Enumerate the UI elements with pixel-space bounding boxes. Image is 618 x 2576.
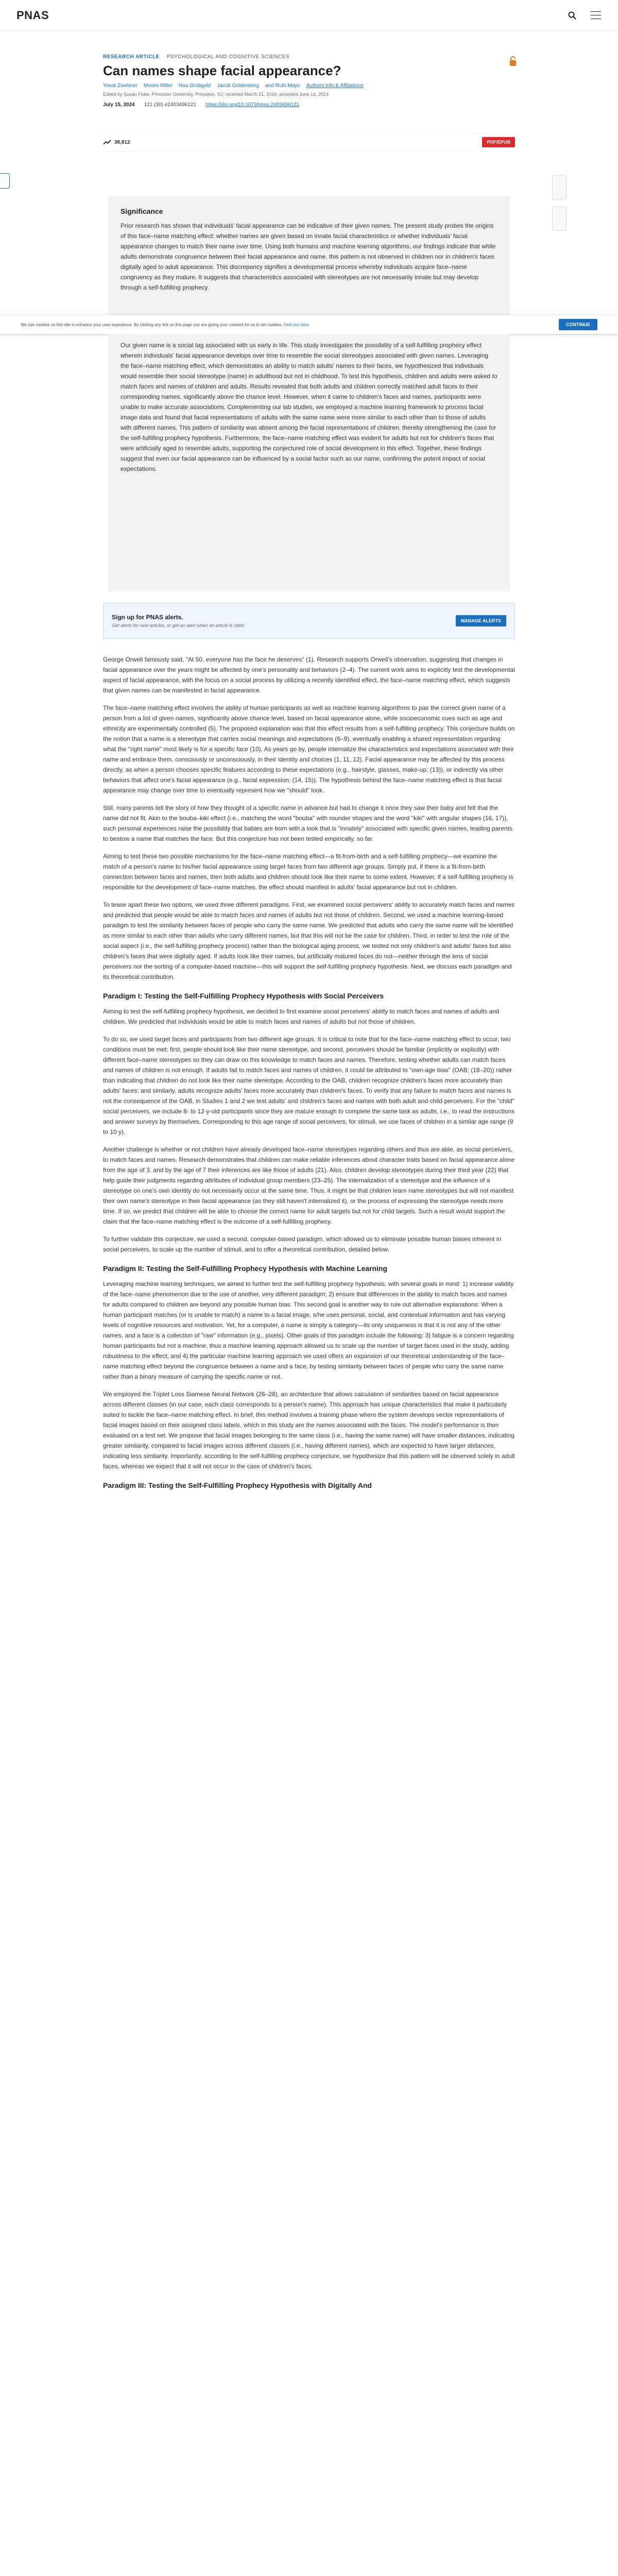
alerts-subtitle: Get alerts for new articles, or get an alert when an article is cited. <box>112 623 245 628</box>
trend-icon <box>103 140 111 145</box>
body-paragraph: To do so, we used target faces and participants from two different age groups. It is critical to note that for the face–name matching effect to occur, two conditions must be met: first, people should look like their name stereotype, and second, perceivers should be familiar (implicitly or explicitly) with different face–name stereotypes so they can draw on this knowledge to match faces and names. Therefore, testing whether adults can match faces and names of children is not enough. If adults fail to match faces and names of children, it could be attributed to "own-age bias" (OAB; (18–20)) rather than indicating that children do not look like their name stereotype. According to the OAB, children recognize children's faces more accurately than adults' faces; and similarly, adults recognize adults' faces more accurately than children's faces. To verify that any failure to match faces and names is not the consequence of the OAB, in Studies 1 and 2 we test adults' and children's faces and names with both adult and child perceivers. For the "child" social perceivers, we include 8- to 12-y-old participants since they are mature enough to complete the same task as adults, i.e., to read the instructions and answer surveys by themselves. Corresponding to this age range of social perceivers, for stimuli, we use faces of children in a similar age range (9 to 10 y). <box>103 1036 515 1136</box>
author-list <box>103 83 515 89</box>
body-paragraph: We employed the Triplet Loss Siamese Neural Network (26–28), an architecture that allows calculation of similarities based on facial appearance across different classes (in our case, each class corresponds to a person's name). This approach has unique characteristics that make it particularly suited to tackle the face–name matching effect. In brief, this method involves a training phase where the system develops vector representations of facial images based on their assigned class labels, which in this study are the names associated with the faces. The model's performance is then evaluated on a test set. We propose that facial images belonging to the same class (i.e., having the same name) will have smaller distances, indicating greater similarity, compared to facial images across different classes (i.e., having different names), which are expected to have larger distances, indicating less similarity. Importantly, according to the self-fulfilling prophecy conjecture, we hypothesize that this pattern will be observed solely in adult faces, whereas we expect that it will not occur in the case of children's faces. <box>103 1391 515 1470</box>
cookie-continue-button[interactable]: CONTINUE <box>559 319 597 330</box>
top-nav <box>0 0 618 31</box>
publication-line <box>103 102 515 108</box>
metrics-bar <box>103 133 515 151</box>
abstract-text: Our given name is a social tag associated with us early in life. This study investigates the possibility of a self-fulfilling prophecy effect wherein individuals' facial appearance develops over time to resemble the social stereotypes associated with given names. Leveraging the face–name matching effect, which demonstrates an ability to match adults' names to their faces, we hypothesized that individuals would resemble their social stereotype (name) in adulthood but not in childhood. To test this hypothesis, children and adults were asked to match faces and names of children and adults. Results revealed that both adults and children correctly matched adult faces to their corresponding names, significantly above the chance level. However, when it came to children's faces and names, participants were unable to make accurate associations. Complementing our lab studies, we employed a machine learning framework to process facial image data and found that facial representations of adults with the same name were more similar to each other than to those of adults with different names. This pattern of similarity was absent among the facial representations of children, thereby strengthening the case for the self-fulfilling prophecy hypothesis. Furthermore, the face–name matching effect was evident for adults but not for children's faces that were artificially aged to resemble adults, supporting the conjectured role of social development in this effect. Together, these findings suggest that even our facial appearance can be influenced by a social factor such as our name, confirming the potent impact of social expectations. <box>121 342 497 472</box>
metrics[interactable] <box>103 140 130 145</box>
alerts-title: Sign up for PNAS alerts. <box>112 614 183 621</box>
significance-box <box>108 196 510 315</box>
side-panel-toggle[interactable] <box>0 173 10 189</box>
edited-by: Edited by Susan Fiske, Princeton University, Princeton, NJ; received March 21, 2024; accepted June 14, 2024 <box>103 92 329 97</box>
body-paragraph: Another challenge is whether or not children have already developed face–name stereotypes regarding others and thus are able, as social perceivers, to match faces and names. Research demonstrates that children can make reliable inferences about character traits based on facial appearance alone from the age of 3, and by the age of 7 their inferences are like those of adults (21). Also, children develop stereotypes during their third year (22) that help guide their judgments regarding attributes of individual group members (23–25). The internalization of a stereotype and the influence of a stereotype on one's own identity do not necessarily occur at the same time. Thus, it might be that children learn name stereotypes but will not manifest their own name's stereotype in their facial appearance (as they still haven't internalized it), or the process of expressing the stereotype needs more time. If so, we predict that children will be able to choose the correct name for adult targets but not for child targets. Such a result would support the claim that the face–name matching effect is the outcome of a self-fulfilling prophecy. <box>103 1146 515 1225</box>
category-tag[interactable]: RESEARCH ARTICLE <box>103 54 160 60</box>
body-paragraph: Aiming to test the self-fulfilling prophecy hypothesis, we decided to first examine social perceivers' ability to match faces and names of adults and children. We predicted that individuals would be able to match faces and names of adults but not those of children. <box>103 1008 500 1025</box>
manage-alerts-button[interactable]: MANAGE ALERTS <box>456 615 506 626</box>
search-icon[interactable] <box>566 10 578 21</box>
cookie-message: We use cookies on this site to enhance your user experience. By clicking any link on this page you are giving your consent for us to set cookies. <box>21 322 283 327</box>
cookie-banner <box>0 315 618 334</box>
open-access-icon <box>509 56 517 66</box>
pdf-button[interactable]: PDF/EPUB <box>482 137 515 147</box>
tool-tab[interactable] <box>552 175 566 200</box>
doi-link[interactable]: https://doi.org/10.1073/pnas.2403496121 <box>205 102 300 108</box>
alerts-box <box>103 603 515 639</box>
body-paragraph: The face–name matching effect involves the ability of human participants as well as machine learning algorithms to pair the correct given name of a person from a list of given names, significantly above chance level, based on facial appearance alone, while socioeconomic cues such as age and ethnicity are experimentally controlled (5). The proposed explanation was that this effect results from a self-fulfilling prophecy. This conjecture builds on the notion that a name is a stereotype that carries social meanings and expectations (6–9), eventually enabling a shared representation regarding what the "right name" most likely is for a specific face (10). As years go by, people internalize the characteristics and expectations associated with their name and embrace them, consciously or unconsciously, in their identity and choices (1, 11, 12). Facial appearance may be affected by this process directly, as when a person chooses specific features according to these expectations (e.g., hairstyle, glasses, make-up; (13)), or indirectly via other behaviors that affect one's facial appearance (e.g., facial expression; (14, 15)). The hypothesis behind the face–name matching effect is that facial appearance may change over time to eventually represent how we "should" look. <box>103 704 515 794</box>
body-paragraph: To further validate this conjecture, we used a second, computer-based paradigm, which allowed us to eliminate possible human biases inherent in social perceivers, to scale up the number of stimuli, and to offer a theoretical contribution, detailed below. <box>103 1235 502 1253</box>
subcategory-tag[interactable]: PSYCHOLOGICAL AND COGNITIVE SCIENCES <box>166 54 290 60</box>
author-link[interactable]: Yonat Zwebner <box>103 83 138 89</box>
nav-icons <box>566 10 602 21</box>
author-info-link[interactable]: Authors Info & Affiliations <box>306 83 364 89</box>
author-link[interactable]: Moses Miller <box>143 83 173 89</box>
article-title: Can names shape facial appearance? <box>103 63 341 78</box>
author-link[interactable]: Jacob Goldenberg <box>217 83 260 89</box>
article-body <box>103 654 515 1496</box>
cookie-text <box>21 323 309 327</box>
article-header <box>103 54 515 108</box>
tool-tab[interactable] <box>552 206 566 231</box>
significance-title: Significance <box>121 207 163 215</box>
pnas-logo[interactable]: PNAS <box>16 8 49 22</box>
significance-text: Prior research has shown that individuals' facial appearance can be indicative of their given names. The present study probes the origins of this face–name matching effect: whether names are given based on innate facial characteristics or whether individuals' facial appearance changes to match their name over time. Using both humans and machine learning algorithms, our findings indicate that while adults demonstrate congruence between their facial appearance and name, this pattern is not observed in children nor in children's faces digitally aged to adult appearance. This discrepancy signifies a developmental process whereby individuals acquire face–name congruency as they mature. It suggests that characteristics associated with stereotypes are not necessarily innate but may develop through a self-fulfilling prophecy. <box>121 222 496 291</box>
menu-icon[interactable] <box>590 10 602 21</box>
section-heading: Paradigm II: Testing the Self-Fulfilling Prophecy Hypothesis with Machine Learning <box>103 1264 388 1273</box>
body-paragraph: To tease apart these two options, we used three different paradigms. First, we examined social perceivers' ability to accurately match faces and names and predicted that people would be able to match faces and names of adults but not those of children. Second, we used a machine learning-based paradigm to test the similarity between faces of people who carry the same name. We predicted that adults who carry the same name will be identified as more similar to each other than adults who carry different names, but that this will not be the case for children. Third, in order to test the role of the social aspect (i.e., the self-fulfilling prophecy process) rather than the biological aging process, we tested not only children's and adults' faces but also children's faces that were digitally aged. If adults look like their names, but artificially matured faces do not—neither through the lens of social perceivers nor the sorting of a computer-based machine—this will support the self-fulfilling prophecy hypothesis. Next, we discuss each paradigm and its theoretical contribution. <box>103 901 515 980</box>
category-line <box>103 54 515 60</box>
body-paragraph: Leveraging machine learning techniques, we aimed to further test the self-fulfilling prophecy hypothesis, with several goals in mind: 1) increase validity of the face–name phenomenon due to the use of another, very different paradigm; 2) ensure that differences in the ability to match faces and names for adults compared to children are beyond any possible human bias. This second goal is another way to rule out alternative explanations: When a human participant matches (or is unable to match) a name to a facial image, s/he uses personal, social, and contextual information and has varying levels of cognitive resources and motivation. Yet, for a computer, a name is simply a category—its only uniqueness is that it is not any of the other names, and a face is a collection of "raw" information (e.g., pixels). Other goals of this paradigm include the following: 3) fatigue is a concern regarding human participants but not a machine, thus a machine learning approach allowed us to scale up the number of target faces used in the study, adding robustness to the effect; and 4) the particular machine learning approach we used offers an expansion of our theoretical understanding of the face–name matching effect beyond the congruence between a name and a face, by testing similarity between faces of people who carry the same name rather than a binary measure of carrying the specific name or not. <box>103 1280 514 1380</box>
volume-info: 121 (30) e2403496121 <box>144 102 196 108</box>
body-paragraph: George Orwell famously said, "At 50, everyone has the face he deserves" (1). Research supports Orwell's observation, suggesting that changes in facial appearance over the years might be affected by one's personality and behaviors (2–4). The current work aims to explicitly test the developmental aspect of facial appearance, with the focus on a social process by utilizing a recently identified effect, the face–name matching effect, which suggests that given names can be manifested in facial appearance. <box>103 656 515 694</box>
right-tools <box>552 175 565 237</box>
abstract-box <box>108 334 510 591</box>
body-paragraph: Still, many parents tell the story of how they thought of a specific name in advance but had to change it once they saw their baby and felt that the name did not fit. Akin to the bouba–kiki effect (i.e., matching the word "bouba" with rounder shapes and the word "kiki" with angular shapes (16, 17)), such personal experiences raise the possibility that babies are born with a look that is "innately" associated with specific given names, leading parents to bestow a name that matches the face. But this conjecture has not been tested empirically, so far. <box>103 804 512 842</box>
section-heading: Paradigm III: Testing the Self-Fulfilling Prophecy Hypothesis with Digitally And <box>103 1481 372 1489</box>
section-heading: Paradigm I: Testing the Self-Fulfilling Prophecy Hypothesis with Social Perceivers <box>103 992 384 1000</box>
metrics-count: 38,812 <box>114 139 130 145</box>
author-link[interactable]: and Ruth Mayo <box>265 83 300 89</box>
body-paragraph: Aiming to test these two possible mechanisms for the face–name matching effect—a fit-from-birth and a self-fulfilling prophecy—we examine the match of a person's name to his/her facial appearance using target faces from two different age groups. Simply put, if there is a fit-from-birth connection between faces and names, then both adults and children should look like their name to some extent. However, if a self-fulfilling prophecy is responsible for the development of face–name matches, the effect should manifest in adults' facial appearance but not in children. <box>103 853 513 891</box>
publication-date: July 15, 2024 <box>103 102 135 108</box>
cookie-link[interactable]: Find out more <box>283 322 310 327</box>
author-link[interactable]: Noa Grobgeld <box>179 83 211 89</box>
